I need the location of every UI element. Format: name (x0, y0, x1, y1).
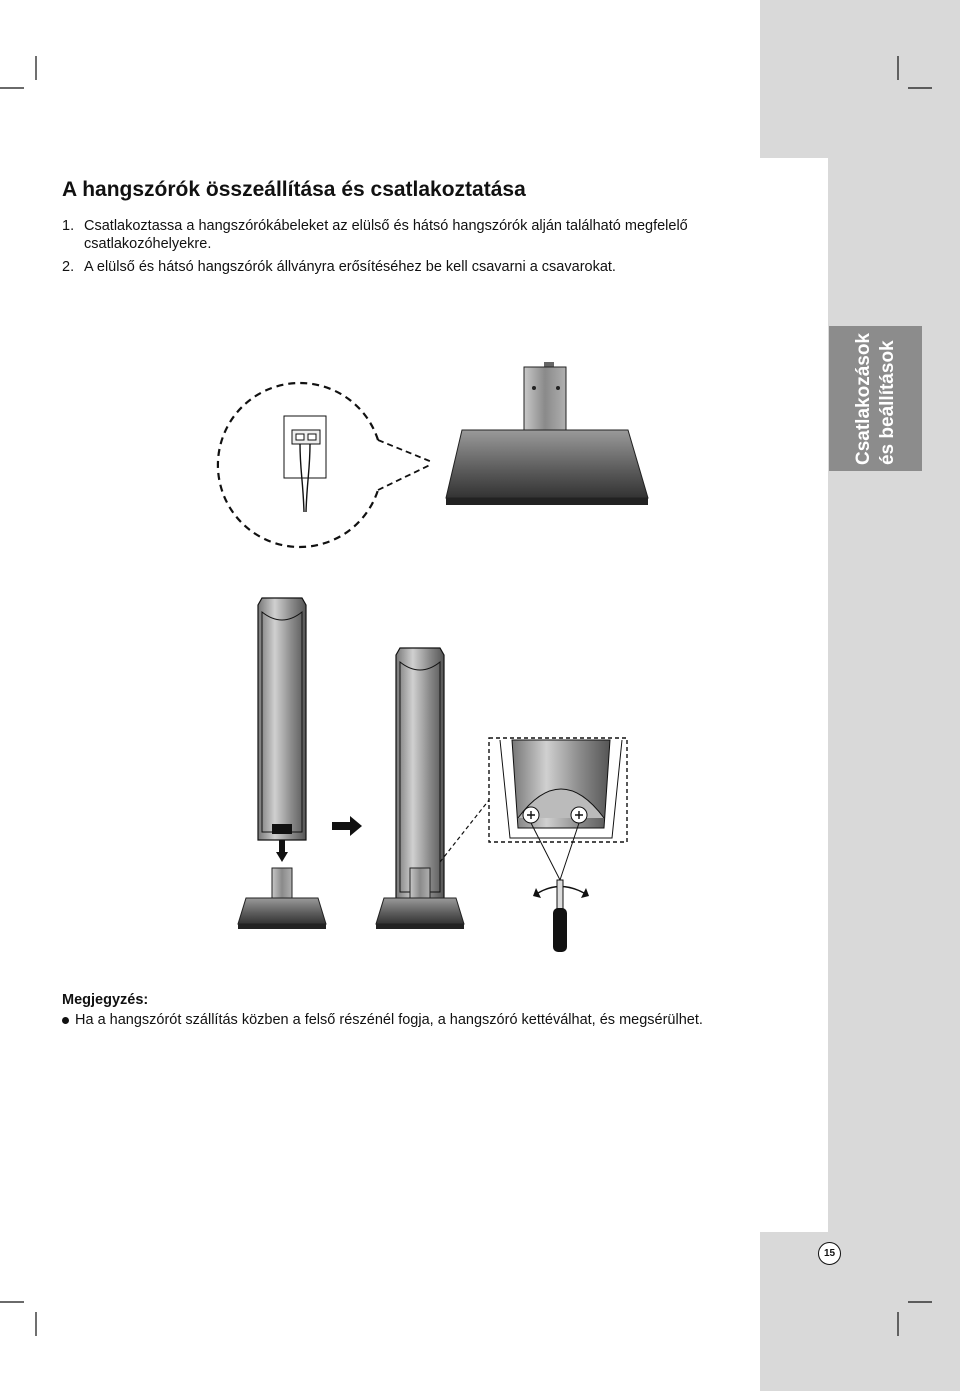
note-item (62, 1012, 703, 1028)
screw-detail-callout (440, 738, 627, 952)
speaker-assembled (376, 648, 464, 929)
step-2-text: A elülső és hátsó hangszórók állványra erősítéséhez be kell csavarni a csavarokat. (84, 259, 616, 275)
arrow-icon (332, 816, 362, 836)
step-1-text-cont: csatlakozóhelyekre. (84, 236, 212, 252)
page-title: A hangszórók összeállítása és csatlakoztatása (62, 178, 526, 201)
speaker-left (238, 598, 326, 929)
note-title: Megjegyzés: (62, 992, 149, 1008)
page-number: 15 (818, 1242, 841, 1265)
step-1-text: Csatlakoztassa a hangszórókábeleket az elülső és hátsó hangszórók alján található megfelelő (84, 218, 688, 234)
step-2-number: 2. (62, 259, 75, 275)
section-tab-line2: és beállítások (876, 339, 898, 465)
terminal-callout (218, 383, 432, 547)
step-1-number: 1. (62, 218, 75, 234)
speaker-stand-top (446, 362, 648, 505)
bullet-icon (62, 1017, 69, 1024)
section-tab-line1: Csatlakozások (852, 332, 874, 465)
note-item-text: Ha a hangszórót szállítás közben a felső részénél fogja, a hangszóró kettéválhat, és megsérülhet. (75, 1012, 703, 1028)
